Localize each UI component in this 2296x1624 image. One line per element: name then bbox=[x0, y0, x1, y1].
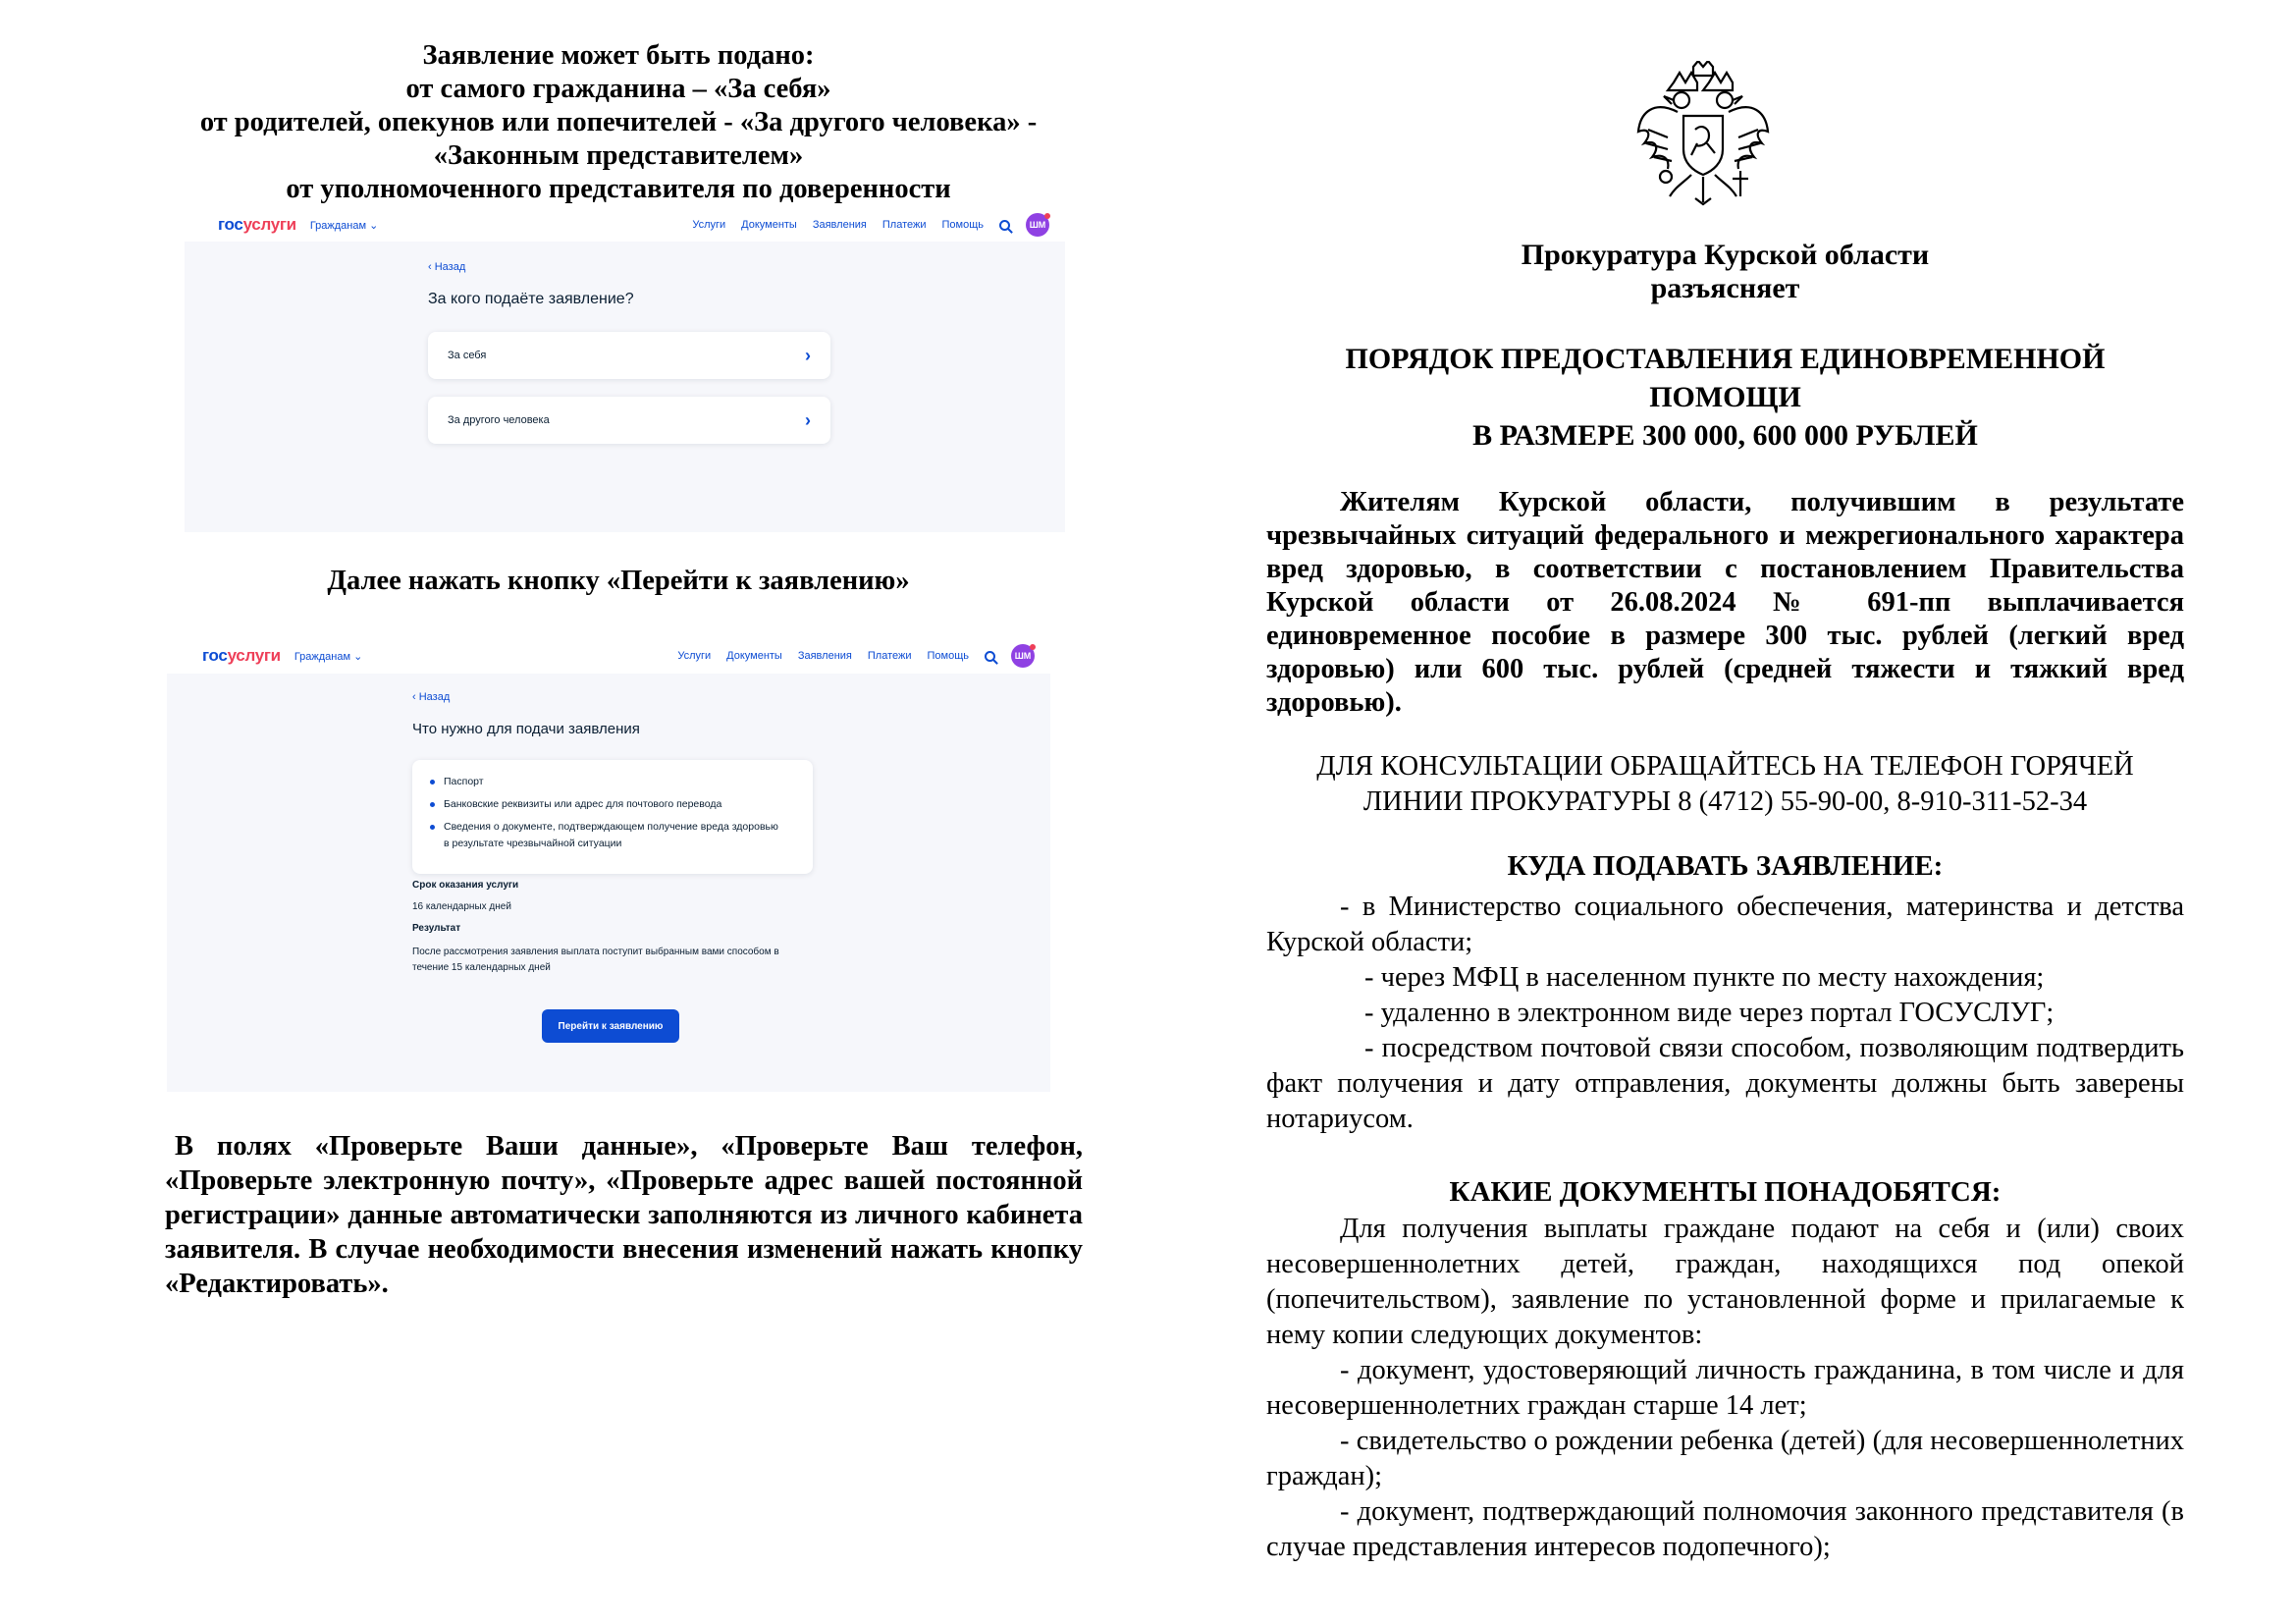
intro-text bbox=[157, 39, 1080, 206]
agency-line: Прокуратура Курской области bbox=[1521, 239, 1930, 271]
where-item: - в Министерство социального обеспечения, материнства и детства Курской области; bbox=[1266, 892, 2184, 957]
where-item: - удаленно в электронном виде через портал ГОСУСЛУГ; bbox=[1364, 998, 2055, 1028]
title-line: ПОМОЩИ bbox=[1649, 381, 1801, 413]
requirement-item: Паспорт bbox=[444, 774, 795, 790]
notification-dot bbox=[1030, 644, 1036, 650]
fields-instructions: В полях «Проверьте Ваши данные», «Проверьте Ваш телефон, «Проверьте электронную почту», «Проверьте адрес вашей постоянной регистрации» данные автоматически заполняются из личного кабинета заявителя. В случае необходимости внесения изменений нажать кнопку «Редактировать». bbox=[165, 1131, 1083, 1299]
where-item: - через МФЦ в населенном пункте по месту нахождения; bbox=[1364, 962, 2045, 993]
intro-line: от родителей, опекунов или попечителей - «За другого человека» - bbox=[199, 107, 1038, 137]
back-link[interactable]: ‹ Назад bbox=[412, 691, 451, 703]
nav-applications[interactable]: Заявления bbox=[797, 650, 852, 662]
nav-help[interactable]: Помощь bbox=[941, 219, 984, 231]
where-to-apply-heading: КУДА ПОДАВАТЬ ЗАЯВЛЕНИЕ: bbox=[1507, 850, 1944, 882]
requirements-title: Что нужно для подачи заявления bbox=[412, 721, 640, 737]
term-label: Срок оказания услуги bbox=[412, 880, 519, 891]
docs-item: Для получения выплаты граждане подают на себя и (или) своих несовершеннолетних детей, граждан, находящихся под опекой (попечительством), заявление по установленной форме и прилагаемые к нему копии следующих документов: bbox=[1266, 1214, 2184, 1350]
option-self[interactable] bbox=[428, 332, 830, 379]
nav-documents[interactable]: Документы bbox=[726, 650, 782, 662]
docs-item: - документ, удостоверяющий личность гражданина, в том числе и для несовершеннолетних граждан старше 14 лет; bbox=[1266, 1355, 2184, 1421]
agency-name bbox=[1266, 239, 2184, 305]
nav-applications[interactable]: Заявления bbox=[812, 219, 867, 231]
hotline-line: ДЛЯ КОНСУЛЬТАЦИИ ОБРАЩАЙТЕСЬ НА ТЕЛЕФОН ГОРЯЧЕЙ bbox=[1316, 751, 2134, 782]
avatar[interactable]: ШМ bbox=[1026, 213, 1049, 237]
intro-line: от уполномоченного представителя по доверенности bbox=[286, 174, 951, 204]
document-title bbox=[1266, 340, 2184, 455]
docs-item: - документ, подтверждающий полномочия законного представителя (в случае представления интересов подопечного); bbox=[1266, 1496, 2184, 1562]
title-line: ПОРЯДОК ПРЕДОСТАВЛЕНИЯ ЕДИНОВРЕМЕННОЙ bbox=[1345, 343, 2106, 375]
result-label: Результат bbox=[412, 923, 461, 934]
nav-help[interactable]: Помощь bbox=[927, 650, 969, 662]
required-documents-list bbox=[1266, 1212, 2184, 1565]
nav-services[interactable]: Услуги bbox=[692, 219, 726, 231]
site-header bbox=[167, 638, 1050, 674]
notification-dot bbox=[1044, 213, 1050, 219]
search-icon[interactable] bbox=[985, 651, 995, 662]
intro-line: «Законным представителем» bbox=[433, 140, 804, 171]
nav-payments[interactable]: Платежи bbox=[867, 650, 912, 662]
question-title: За кого подаёте заявление? bbox=[428, 291, 634, 307]
top-nav bbox=[692, 213, 1049, 237]
left-column bbox=[157, 39, 1080, 206]
hotline-info bbox=[1266, 749, 2184, 820]
search-icon[interactable] bbox=[999, 220, 1010, 231]
docs-item: - свидетельство о рождении ребенка (детей) (для несовершеннолетних граждан); bbox=[1266, 1426, 2184, 1491]
result-text-line: течение 15 календарных дней bbox=[412, 962, 551, 973]
option-label: За другого человека bbox=[448, 414, 550, 426]
agency-line: разъясняет bbox=[1650, 272, 1800, 304]
option-label: За себя bbox=[448, 350, 487, 361]
citizens-menu[interactable]: Гражданам ⌄ bbox=[294, 650, 363, 663]
site-header bbox=[185, 208, 1065, 242]
requirements-card bbox=[412, 760, 813, 874]
requirement-item: Банковские реквизиты или адрес для почтового перевода bbox=[444, 796, 795, 813]
chevron-right-icon: › bbox=[805, 409, 811, 430]
nav-services[interactable]: Услуги bbox=[677, 650, 712, 662]
citizens-menu[interactable]: Гражданам ⌄ bbox=[309, 219, 379, 232]
next-step-text: Далее нажать кнопку «Перейти к заявлению» bbox=[327, 566, 910, 596]
go-to-application-button[interactable]: Перейти к заявлению bbox=[542, 1009, 679, 1043]
gosuslugi-logo[interactable]: госуслуги bbox=[218, 215, 296, 234]
nav-payments[interactable]: Платежи bbox=[881, 219, 927, 231]
lead-paragraph: Жителям Курской области, получившим в результате чрезвычайных ситуаций федерального и межрегионального характера вред здоровью, в соответствии с постановлением Правительства Курской области от 26.08.2024 № 691-пп выплачивается единовременное пособие в размере 300 тыс. рублей (легкий вред здоровью) или 600 тыс. рублей (средней тяжести и тяжкий вред здоровью). bbox=[1266, 487, 2184, 718]
gosuslugi-screenshot-choice bbox=[185, 208, 1065, 532]
requirement-item-continued: в результате чрезвычайной ситуации bbox=[444, 838, 622, 849]
avatar[interactable]: ШМ bbox=[1011, 644, 1035, 668]
option-other-person[interactable] bbox=[428, 397, 830, 444]
where-to-apply-list bbox=[1266, 890, 2184, 1137]
hotline-line: ЛИНИИ ПРОКУРАТУРЫ 8 (4712) 55-90-00, 8-910-311-52-34 bbox=[1362, 786, 2088, 817]
required-documents-heading: КАКИЕ ДОКУМЕНТЫ ПОНАДОБЯТСЯ: bbox=[1449, 1176, 2002, 1208]
intro-line: от самого гражданина – «За себя» bbox=[405, 74, 831, 104]
intro-line: Заявление может быть подано: bbox=[422, 40, 815, 71]
nav-documents[interactable]: Документы bbox=[741, 219, 797, 231]
gosuslugi-screenshot-requirements bbox=[167, 638, 1050, 1092]
back-link[interactable]: ‹ Назад bbox=[428, 261, 466, 273]
where-item: - посредством почтовой связи способом, позволяющим подтвердить факт получения и дату отправления, документы должны быть заверены нотариусом. bbox=[1266, 1033, 2184, 1134]
top-nav bbox=[677, 644, 1035, 668]
requirement-item: Сведения о документе, подтверждающем получение вреда здоровью bbox=[444, 819, 795, 836]
coat-of-arms-icon bbox=[1634, 61, 1772, 206]
chevron-right-icon: › bbox=[805, 345, 811, 365]
gosuslugi-logo[interactable]: госуслуги bbox=[202, 646, 281, 665]
result-text-line: После рассмотрения заявления выплата поступит выбранным вами способом в bbox=[412, 947, 779, 957]
title-line: В РАЗМЕРЕ 300 000, 600 000 РУБЛЕЙ bbox=[1472, 419, 1978, 452]
term-value: 16 календарных дней bbox=[412, 901, 511, 912]
